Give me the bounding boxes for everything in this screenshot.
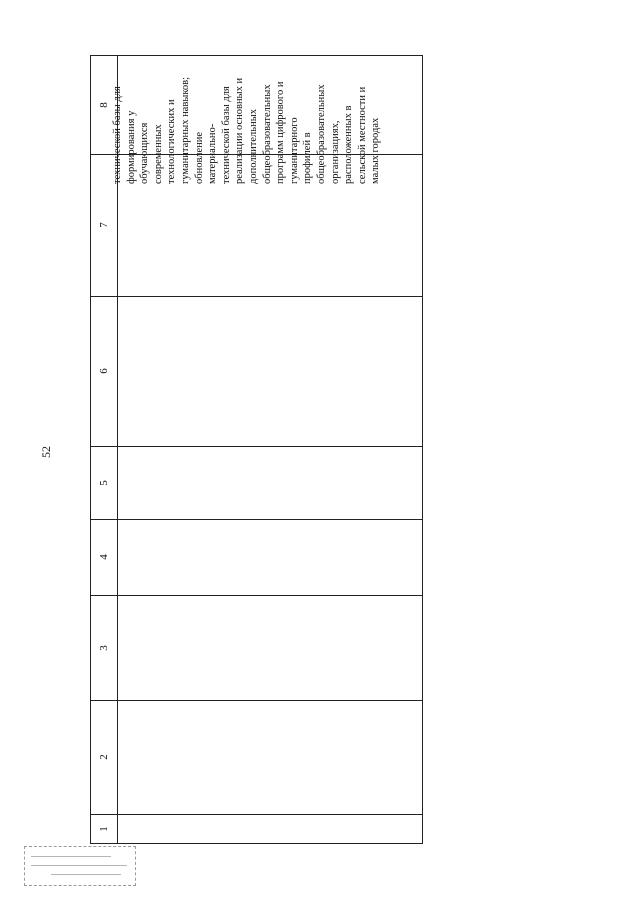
column-7-cell-text: технической базы для формирования у обучающихся современных технологических и гуманитарных навыков; обновление материально- технической базы для реализации основных и дополнительных общеобразовательных программ цифрового и гуманитарного профилей в общеобразовательных организациях, расположенных в сельской местности и малых городах — [112, 76, 382, 184]
row-divider — [91, 296, 422, 297]
stamp-line — [31, 856, 111, 857]
column-6-number: 6 — [98, 368, 110, 374]
archive-stamp — [24, 846, 136, 886]
stamp-line — [31, 865, 127, 866]
column-1-number: 1 — [98, 825, 110, 832]
row-divider — [91, 700, 422, 701]
row-divider — [91, 519, 422, 520]
row-divider — [91, 446, 422, 447]
stamp-line — [51, 874, 121, 875]
table — [90, 55, 423, 844]
row-divider — [91, 814, 422, 815]
column-5-number: 5 — [98, 479, 110, 486]
column-8-number: 8 — [98, 102, 110, 108]
column-4-number: 4 — [98, 554, 110, 560]
row-divider — [91, 595, 422, 596]
column-3-number: 3 — [98, 644, 110, 651]
column-7-number: 7 — [98, 222, 110, 228]
column-2-number: 2 — [98, 754, 110, 760]
page-number: 52 — [39, 446, 53, 458]
